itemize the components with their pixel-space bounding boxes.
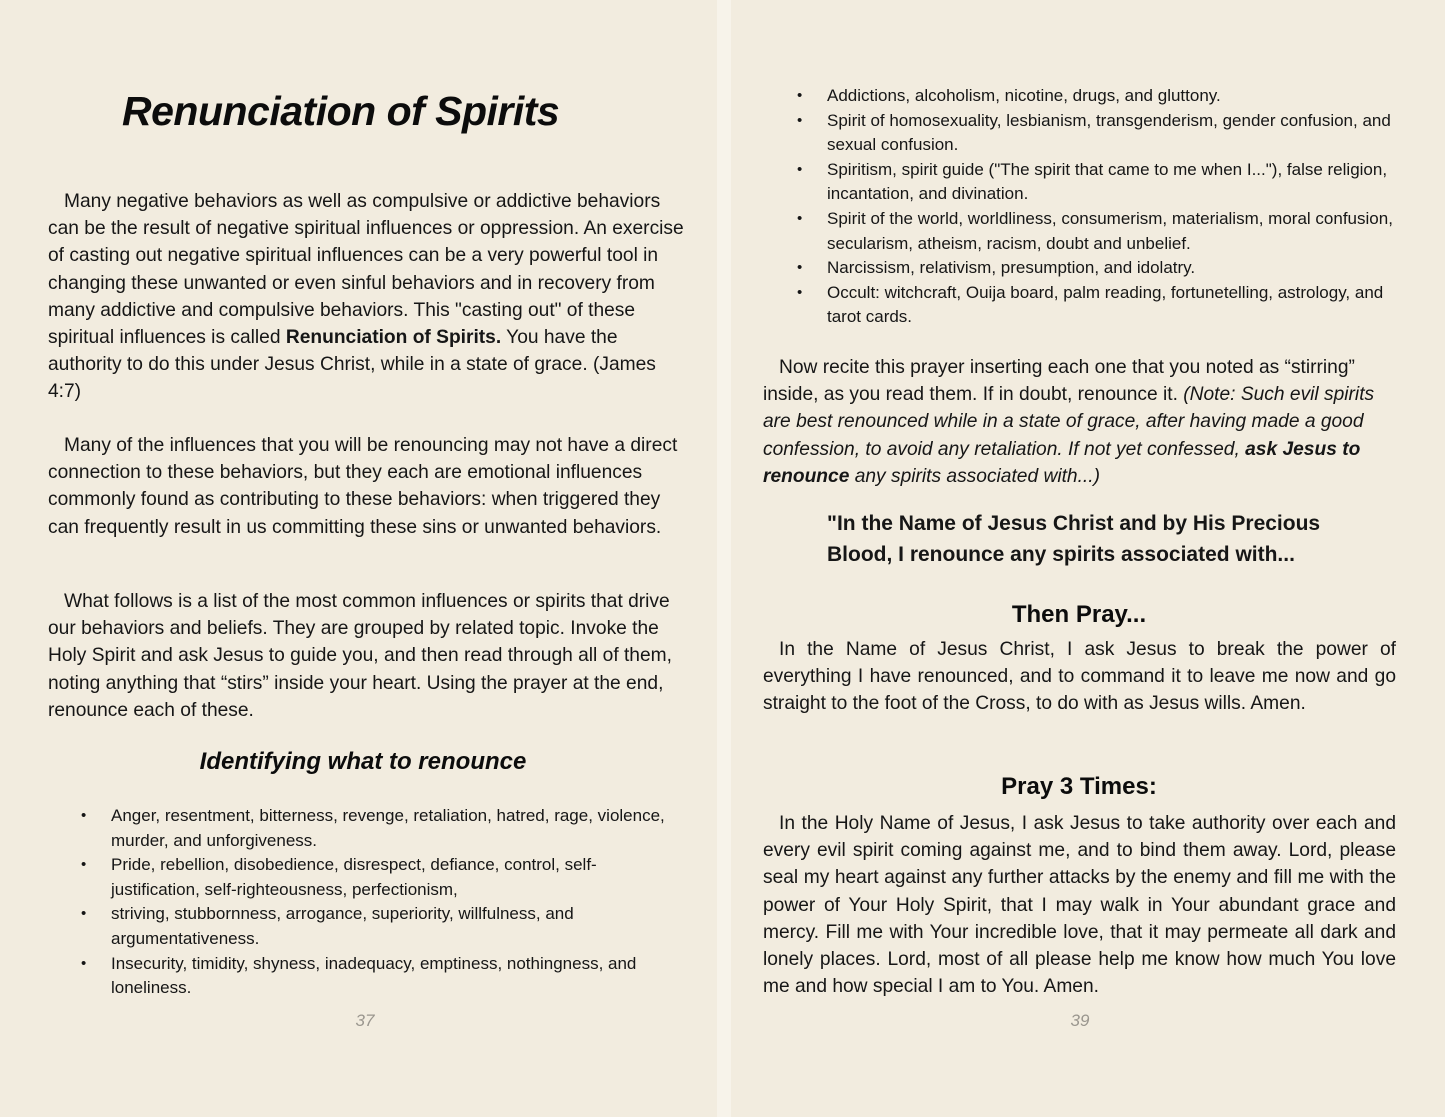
- page-title: Renunciation of Spirits: [122, 88, 560, 134]
- list-item: • Narcissism, relativism, presumption, and idolatry.: [827, 256, 1412, 281]
- paragraph-influences: Many of the influences that you will be renouncing may not have a direct connection to these behaviors, but they each are emotional influences commonly found as contributing to these behaviors: when triggered they can frequently result in us committing these sins or unwanted behaviors.: [48, 435, 678, 538]
- pray-3-times-heading: Pray 3 Times:: [1001, 773, 1157, 800]
- list-item: • Occult: witchcraft, Ouija board, palm reading, fortunetelling, astrology, and tarot cards.: [797, 282, 1384, 327]
- intro-paragraph: [48, 188, 688, 406]
- bullet-icon: •: [797, 160, 803, 178]
- pray-3-times-text: In the Holy Name of Jesus, I ask Jesus to take authority over each and every evil spirit coming against me, and to bind them away. Lord, please seal my heart against any further attacks by the enemy and fill me with the power of Your Holy Spirit, that I may walk in Your abundant grace and mercy. Fill me with Your incredible love, that it may permeate all dark and lonely places. Lord, most of all please help me know how much You love me and how special I am to You. Amen.: [763, 813, 1396, 998]
- intro-text-1: Many negative behaviors as well as compulsive or addictive behaviors can be the result of negative spiritual influences or oppression. An exercise of casting out negative spiritual influences can be a very powerful tool in changing these unwanted or even sinful behaviors and in recovery from many addictive and compulsive behaviors. This "casting out" of these spiritual influences is called: [48, 191, 684, 349]
- bullet-icon: •: [797, 209, 803, 227]
- intro-bold-term: Renunciation of Spirits.: [285, 327, 502, 349]
- bullet-icon: •: [81, 905, 87, 923]
- right-page: [731, 0, 1445, 1117]
- intro-text-2: You have the authority to do this under Jesus Christ, while in a state of grace. (James 4:7): [48, 327, 656, 403]
- recite-note-bold: ask Jesus to renounce: [763, 438, 1361, 487]
- page-number: 37: [355, 1011, 375, 1030]
- list-item: • Addictions, alcoholism, nicotine, drugs, and gluttony.: [827, 84, 1412, 109]
- list-item: • Spirit of the world, worldliness, consumerism, materialism, moral confusion, secularism, atheism, racism, doubt and unbelief.: [797, 208, 1393, 253]
- list-item: • Spirit of homosexuality, lesbianism, transgenderism, gender confusion, and sexual confusion.: [797, 110, 1391, 155]
- recite-paragraph: [763, 354, 1403, 490]
- section-subheading: Identifying what to renounce: [199, 748, 527, 775]
- list-item: • striving, stubbornness, arrogance, superiority, willfulness, and argumentativeness.: [81, 904, 574, 948]
- bullet-icon: •: [797, 87, 803, 104]
- left-page: [0, 0, 717, 1117]
- bullet-icon: •: [81, 954, 87, 972]
- recite-text: Now recite this prayer inserting each one that you noted as “stirring” inside, as you read them. If in doubt, renounce it.: [763, 357, 1355, 406]
- bullet-icon: •: [797, 259, 803, 277]
- list-item: • Insecurity, timidity, shyness, inadequacy, emptiness, nothingness, and loneliness.: [81, 953, 637, 998]
- bullet-icon: •: [81, 807, 87, 824]
- spirits-list-right: [797, 84, 1412, 330]
- page-gutter: [717, 0, 731, 1117]
- bullet-icon: •: [797, 111, 803, 129]
- then-pray-text: In the Name of Jesus Christ, I ask Jesus to break the power of everything I have renounced, and to command it to leave me now and go straight to the foot of the Cross, to do with as Jesus wills. Amen.: [763, 639, 1396, 715]
- recite-note-2: any spirits associated with...): [849, 465, 1100, 487]
- list-item: • Anger, resentment, bitterness, revenge, retaliation, hatred, rage, violence, murder, and unforgiveness.: [81, 806, 665, 850]
- spirits-list-left: [81, 804, 676, 1001]
- list-item: • Pride, rebellion, disobedience, disrespect, defiance, control, self-justification, self-righteousness, perfectionism,: [81, 855, 597, 899]
- renounce-prayer-quote: "In the Name of Jesus Christ and by His Precious Blood, I renounce any spirits associated with...: [827, 512, 1321, 566]
- recite-note-1: (Note: Such evil spirits are best renounced while in a state of grace, after having made a good confession, to avoid any retaliation. If not yet confessed,: [763, 384, 1375, 460]
- page-number: 39: [1070, 1011, 1090, 1030]
- bullet-icon: •: [81, 856, 87, 874]
- bullet-icon: •: [797, 283, 803, 301]
- paragraph-list-intro: What follows is a list of the most common influences or spirits that drive our behaviors and beliefs. They are grouped by related topic. Invoke the Holy Spirit and ask Jesus to guide you, and then read through all of them, noting anything that “stirs” inside your heart. Using the prayer at the end, renounce each of these.: [48, 591, 672, 721]
- then-pray-heading: Then Pray...: [1011, 601, 1147, 628]
- list-item: • Spiritism, spirit guide ("The spirit that came to me when I..."), false religion, incantation, and divination.: [797, 159, 1388, 204]
